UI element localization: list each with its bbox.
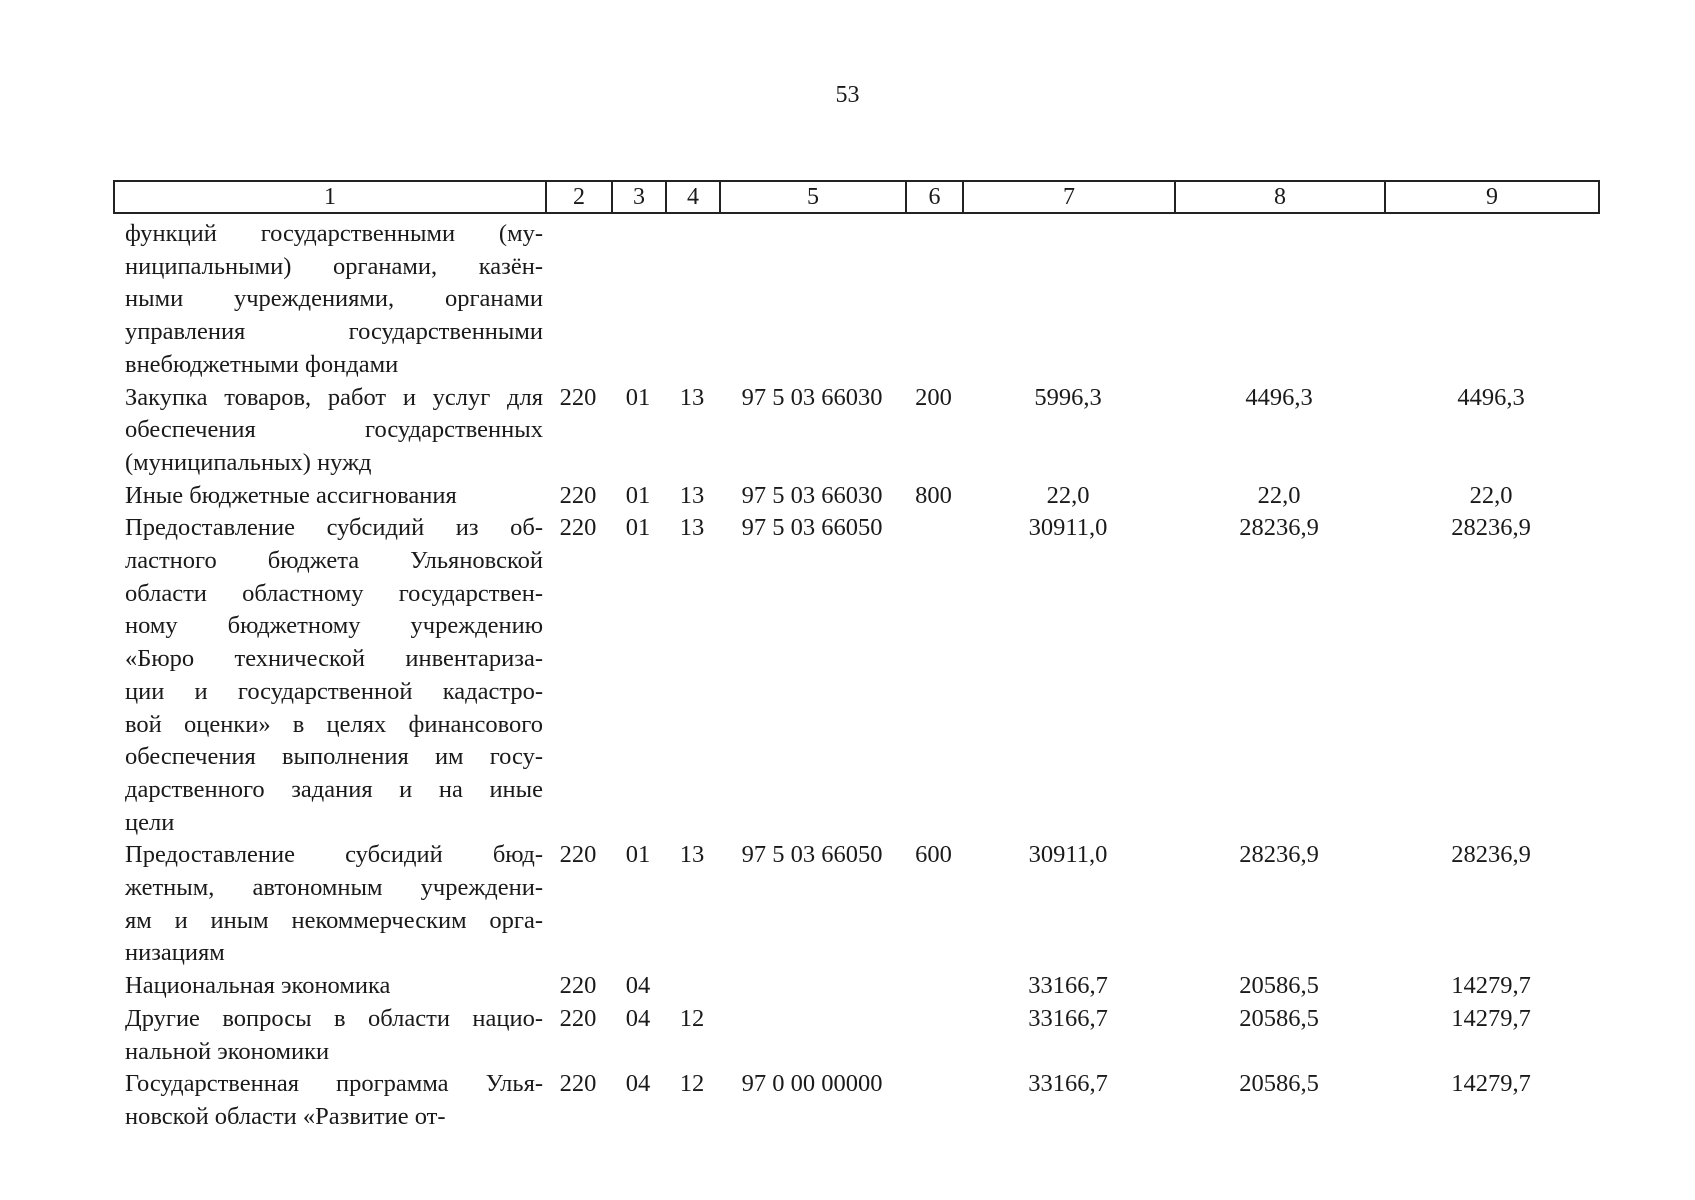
row-cell-col7: 30911,0 — [1028, 514, 1108, 542]
column-header-5: 5 — [720, 181, 906, 213]
description-line: обеспечения выполнения им госу- — [125, 743, 543, 771]
page-number: 53 — [835, 82, 860, 108]
description-line: ям и иным некоммерческим орга- — [125, 906, 543, 934]
column-header-7: 7 — [963, 181, 1175, 213]
description-line: обеспечения государственных — [125, 416, 543, 444]
description-line: ниципальными) органами, казён- — [125, 252, 543, 280]
row-cell-col4: 13 — [679, 481, 705, 509]
row-description — [113, 480, 545, 513]
description-line: нальной экономики — [125, 1037, 330, 1065]
row-cell-col9: 14279,7 — [1451, 1070, 1531, 1098]
row-cell-col8: 20586,5 — [1239, 1004, 1319, 1032]
row-cell-col4: 13 — [679, 514, 705, 542]
row-cell-col8: 22,0 — [1257, 481, 1301, 509]
table-row — [113, 1068, 1598, 1133]
row-cell-col2: 220 — [559, 841, 597, 869]
row-cell-col9: 4496,3 — [1457, 383, 1525, 411]
row-cell-col2: 220 — [559, 481, 597, 509]
table-row — [113, 1003, 1598, 1068]
row-cell-col7: 33166,7 — [1028, 1070, 1108, 1098]
table-row — [113, 970, 1598, 1003]
description-line: Предоставление субсидий бюд- — [125, 841, 543, 869]
column-header-3: 3 — [612, 181, 666, 213]
row-cell-col7: 33166,7 — [1028, 972, 1108, 1000]
row-cell-col3: 01 — [625, 383, 651, 411]
table-row — [113, 218, 1598, 382]
row-cell-col6 — [905, 970, 962, 1003]
budget-table-body — [113, 218, 1598, 1134]
row-cell-col5 — [719, 970, 905, 1003]
column-header-table — [113, 180, 1600, 214]
row-cell-col6 — [905, 1003, 962, 1068]
column-header-4: 4 — [666, 181, 720, 213]
row-cell-col3: 01 — [625, 481, 651, 509]
row-cell-col5: 97 5 03 66050 — [741, 841, 883, 869]
row-cell-col9: 14279,7 — [1451, 972, 1531, 1000]
description-line: цели — [125, 808, 175, 836]
description-line: новской области «Развитие от- — [125, 1102, 446, 1130]
row-cell-col4 — [665, 218, 719, 382]
row-cell-col6 — [905, 218, 962, 382]
row-cell-col2: 220 — [559, 1070, 597, 1098]
description-line: Государственная программа Улья- — [125, 1070, 543, 1098]
description-line: жетным, автономным учреждени- — [125, 874, 543, 902]
row-cell-col9: 22,0 — [1469, 481, 1513, 509]
row-cell-col8 — [1174, 218, 1384, 382]
description-line: Иные бюджетные ассигнования — [125, 481, 457, 509]
row-description — [113, 839, 545, 970]
row-description — [113, 382, 545, 480]
column-header-1: 1 — [114, 181, 546, 213]
row-cell-col2: 220 — [559, 383, 597, 411]
row-cell-col9: 14279,7 — [1451, 1004, 1531, 1032]
table-row — [113, 512, 1598, 839]
row-cell-col4: 13 — [679, 841, 705, 869]
column-header-2: 2 — [546, 181, 612, 213]
description-line: управления государственными — [125, 318, 543, 346]
row-cell-col4 — [665, 970, 719, 1003]
row-cell-col4: 12 — [679, 1070, 705, 1098]
row-cell-col4: 13 — [679, 383, 705, 411]
description-line: Закупка товаров, работ и услуг для — [125, 383, 543, 411]
row-cell-col7: 5996,3 — [1034, 383, 1102, 411]
row-cell-col8: 4496,3 — [1245, 383, 1313, 411]
description-line: ластного бюджета Ульяновской — [125, 547, 543, 575]
description-line: (муниципальных) нужд — [125, 448, 372, 476]
description-line: ции и государственной кадастро- — [125, 677, 543, 705]
row-description — [113, 512, 545, 839]
row-cell-col3: 04 — [625, 1004, 651, 1032]
row-description — [113, 1003, 545, 1068]
description-line: «Бюро технической инвентариза- — [125, 645, 543, 673]
row-cell-col5: 97 5 03 66030 — [741, 383, 883, 411]
description-line: функций государственными (му- — [125, 220, 543, 247]
row-cell-col3: 01 — [625, 841, 651, 869]
description-line: низациям — [125, 939, 225, 967]
row-cell-col6: 600 — [915, 841, 952, 869]
row-description — [113, 1068, 545, 1133]
column-header-9: 9 — [1385, 181, 1599, 213]
row-description — [113, 218, 545, 382]
table-row — [113, 382, 1598, 480]
row-cell-col7: 22,0 — [1046, 481, 1090, 509]
column-header-6: 6 — [906, 181, 963, 213]
table-row — [113, 480, 1598, 513]
description-line: Предоставление субсидий из об- — [125, 514, 543, 542]
row-cell-col3: 04 — [625, 972, 651, 1000]
row-cell-col5 — [719, 218, 905, 382]
row-cell-col9 — [1384, 218, 1598, 382]
row-cell-col6: 200 — [915, 383, 952, 411]
row-description — [113, 970, 545, 1003]
description-line: Другие вопросы в области нацио- — [125, 1004, 543, 1032]
row-cell-col7 — [962, 218, 1174, 382]
row-cell-col7: 33166,7 — [1028, 1004, 1108, 1032]
row-cell-col8: 28236,9 — [1239, 514, 1319, 542]
column-header-8: 8 — [1175, 181, 1385, 213]
row-cell-col5 — [719, 1003, 905, 1068]
row-cell-col6 — [905, 1068, 962, 1133]
column-header-row — [114, 181, 1599, 213]
row-cell-col4: 12 — [679, 1004, 705, 1032]
row-cell-col6 — [905, 512, 962, 839]
row-cell-col3: 04 — [625, 1070, 651, 1098]
row-cell-col7: 30911,0 — [1028, 841, 1108, 869]
description-line: ными учреждениями, органами — [125, 285, 543, 313]
row-cell-col3 — [611, 218, 665, 382]
row-cell-col8: 28236,9 — [1239, 841, 1319, 869]
row-cell-col5: 97 5 03 66050 — [741, 514, 883, 542]
row-cell-col2 — [545, 218, 611, 382]
row-cell-col2: 220 — [559, 514, 597, 542]
description-line: ному бюджетному учреждению — [125, 612, 543, 640]
description-line: области областному государствен- — [125, 579, 543, 607]
row-cell-col2: 220 — [559, 972, 597, 1000]
row-cell-col8: 20586,5 — [1239, 972, 1319, 1000]
row-cell-col9: 28236,9 — [1451, 841, 1531, 869]
row-cell-col2: 220 — [559, 1004, 597, 1032]
row-cell-col3: 01 — [625, 514, 651, 542]
description-line: дарственного задания и на иные — [125, 775, 543, 803]
row-cell-col9: 28236,9 — [1451, 514, 1531, 542]
row-cell-col6: 800 — [915, 481, 952, 509]
row-cell-col8: 20586,5 — [1239, 1070, 1319, 1098]
row-cell-col5: 97 0 00 00000 — [741, 1070, 883, 1098]
description-line: Национальная экономика — [125, 972, 391, 1000]
description-line: вой оценки» в целях финансового — [125, 710, 543, 738]
table-row — [113, 839, 1598, 970]
description-line: внебюджетными фондами — [125, 350, 399, 378]
row-cell-col5: 97 5 03 66030 — [741, 481, 883, 509]
